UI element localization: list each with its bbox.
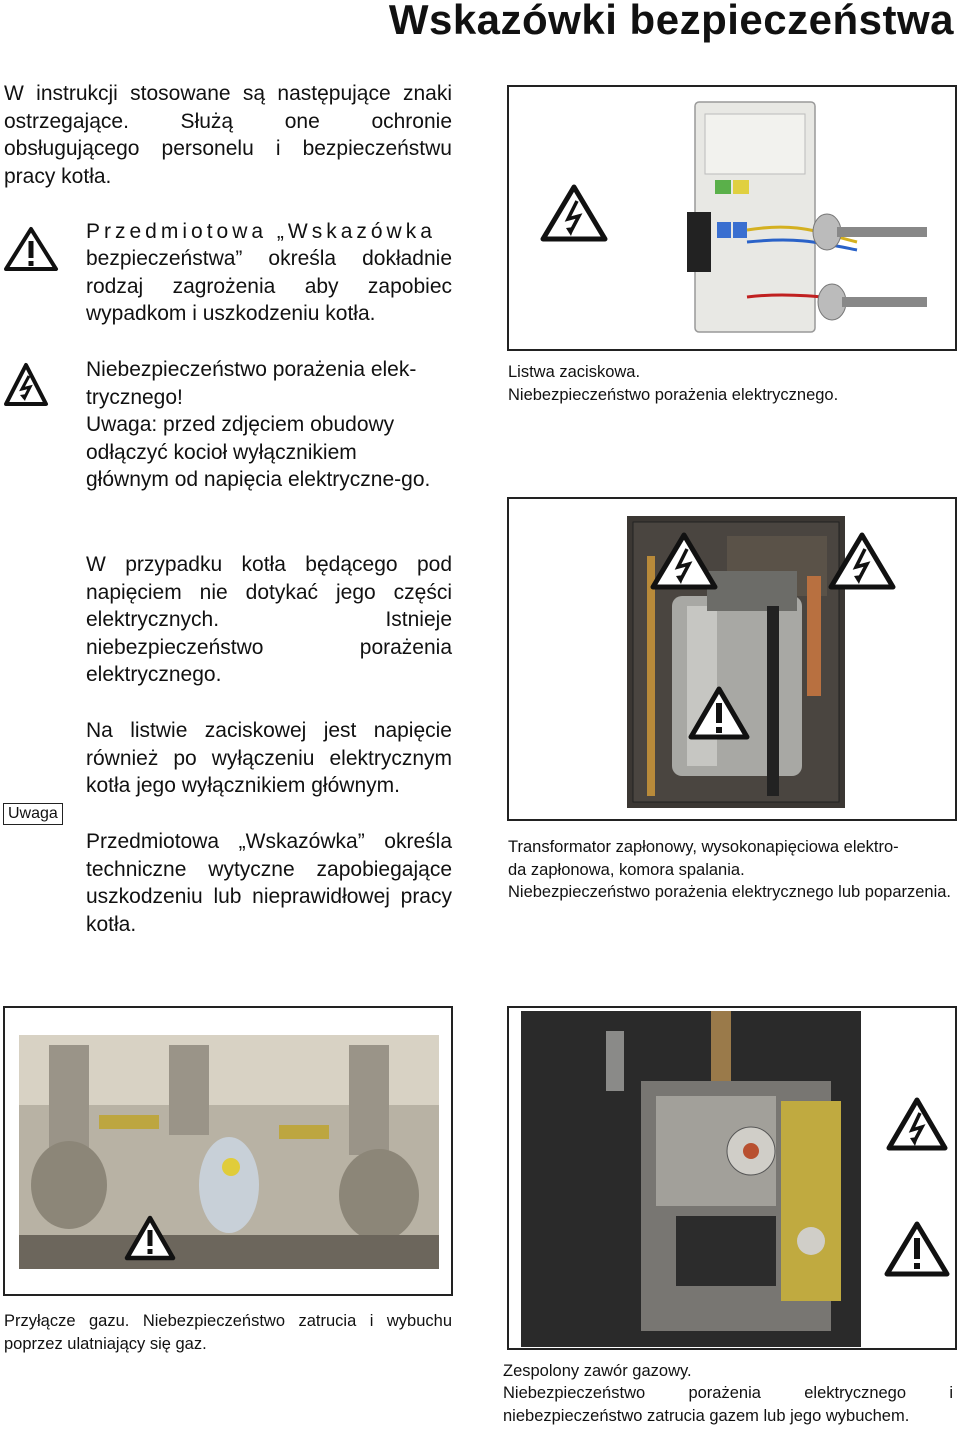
warning-electric-icon — [539, 183, 609, 243]
transformer-caption-l3: Niebezpieczeństwo porażenia elektrycznego lub poparzenia. — [508, 883, 952, 901]
gas-connection-figure — [3, 1006, 453, 1296]
warning-electric-text: Uwaga: przed zdjęciem obudowy odłączyć kocioł wyłącznikiem głównym od napięcia elektryczne-go. — [86, 413, 431, 491]
terminal-strip-caption-l1: Listwa zaciskowa. — [508, 363, 641, 381]
warning-exclamation-icon — [123, 1214, 177, 1262]
warning-electric-icon — [827, 531, 897, 591]
warning-exclamation-icon — [687, 685, 751, 741]
gas-valve-photo — [521, 1011, 861, 1347]
uwaga-label: Uwaga — [3, 803, 63, 825]
transformer-caption-l2: da zapłonowa, komora spalania. — [508, 861, 745, 879]
gas-valve-caption-l1: Zespolony zawór gazowy. — [503, 1362, 692, 1380]
gas-valve-figure — [507, 1006, 957, 1350]
warning-exclamation-icon — [3, 226, 59, 272]
terminal-note-text: Na listwie zaciskowej jest napięcie również po wyłączeniu elektrycznym kotła jego wyłącznikiem głównym. — [86, 719, 452, 797]
warning-electric-line2: trycznego! — [86, 386, 183, 409]
transformer-figure — [507, 497, 957, 821]
terminal-strip-caption-l2: Niebezpieczeństwo porażenia elektrycznego. — [508, 386, 839, 404]
gas-valve-caption-l2: Niebezpieczeństwo porażenia elektrycznego i niebezpieczeństwo zatrucia gazem lub jego wybuchem. — [503, 1384, 953, 1425]
page-title: Wskazówki bezpieczeństwa — [388, 0, 954, 43]
warning-electric-icon — [649, 531, 719, 591]
transformer-caption-l1: Transformator zapłonowy, wysokonapięciowa elektro- — [508, 838, 899, 856]
uwaga-text: Przedmiotowa „Wskazówka” określa techniczne wytyczne zapobiegające uszkodzeniu lub nieprawidłowej pracy kotła. — [86, 830, 452, 936]
warning-general-line1: Przedmiotowa „Wskazówka — [86, 220, 436, 243]
warning-electric-icon — [885, 1096, 949, 1152]
terminal-strip-figure — [507, 85, 957, 351]
gas-connection-caption: Przyłącze gazu. Niebezpieczeństwo zatrucia i wybuchu poprzez ulatniający się gaz. — [4, 1312, 452, 1353]
live-parts-text: W przypadku kotła będącego pod napięciem nie dotykać jego części elektrycznych. Istnieje niebezpieczeństwo porażenia elektrycznego. — [86, 553, 452, 686]
warning-general-text: bezpieczeństwa” określa dokładnie rodzaj zagrożenia aby zapobiec wypadkom i uszkodzeniu kotła. — [86, 247, 452, 325]
intro-text: W instrukcji stosowane są następujące znaki ostrzegające. Służą one ochronie obsługującego personelu i bezpieczeństwu pracy kotła. — [4, 82, 452, 188]
terminal-strip-photo — [687, 92, 927, 342]
warning-electric-line1: Niebezpieczeństwo porażenia elek- — [86, 358, 417, 381]
gas-connection-photo — [19, 1035, 439, 1269]
warning-exclamation-icon — [883, 1220, 951, 1278]
warning-electric-icon — [3, 362, 49, 408]
